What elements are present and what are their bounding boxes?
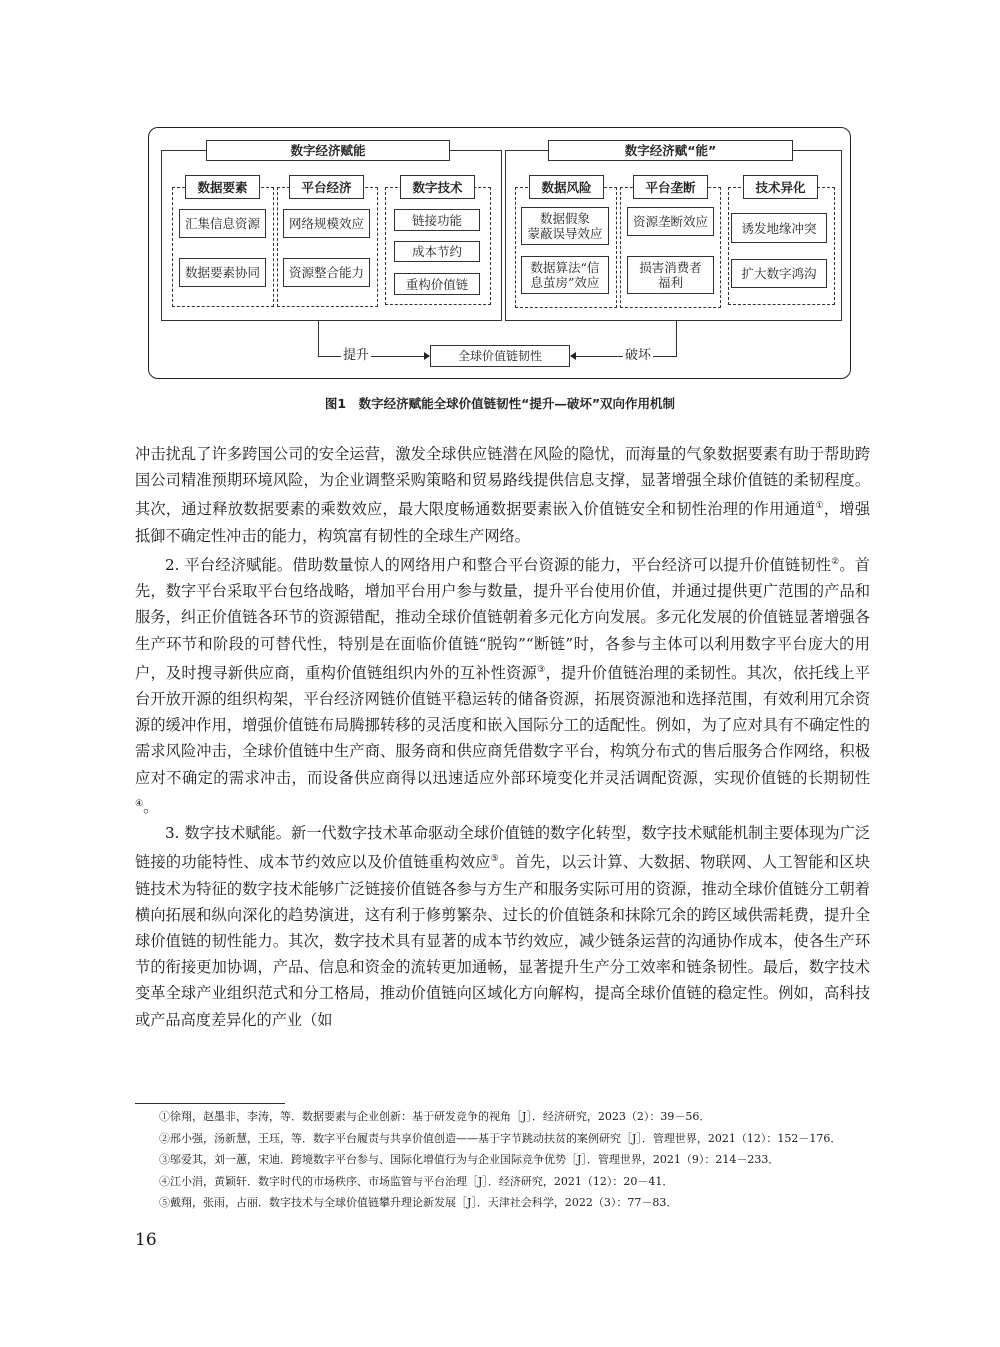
footnote-divider [135,1103,285,1104]
footnote: ⑤戴翔，张雨，占丽．数字技术与全球价值链攀升理论新发展［J］．天津社会科学，2022（3）：77－83． [159,1196,678,1209]
paragraph [135,441,870,549]
item-box: 链接功能 [394,209,480,231]
gvc-resilience-box: 全球价值链韧性 [430,345,570,367]
text: 。 [143,797,159,816]
paragraph [135,549,870,820]
footnote-ref[interactable]: ① [815,501,824,512]
item-box: 资源垄断效应 [627,207,714,236]
destroy-label: 破坏 [625,348,652,363]
item-box: 损害消费者 福利 [627,256,714,294]
group-header: 平台垄断 [633,175,708,199]
footnote-ref[interactable]: ③ [537,664,546,675]
footnotes [135,1106,870,1214]
text: 。首先，数字平台采取平台包络战略，增加平台用户参与数量，提升平台使用价值，并通过提供更广范围的产品和服务，纠正价值链各环节的资源错配，推动全球价值链朝着多元化方向发展。多元化发展的价值链显著增强各生产环节和阶段的可替代性，特别是在面临价值链“脱钩”“断链”时，各参与主体可以利用数字平台庞大的用户，及时搜寻新供应商，重构价值链组织内外的互补性资源 [135,555,870,682]
connector-left-vertical [318,321,319,357]
item-box: 扩大数字鸿沟 [731,259,827,288]
text: ，提升价值链治理的柔韧性。其次，依托线上平台开放开源的组织构架，平台经济网链价值链平稳运转的储备资源，拓展资源池和选择范围，有效利用冗余资源的缓冲作用，增强价值链布局腾挪转移的灵活度和嵌入国际分工的适配性。例如，为了应对具有不确定性的需求风险冲击，全球价值链中生产商、服务商和供应商凭借数字平台，构筑分布式的售后服务合作网络，积极应对不确定的需求冲击，而设备供应商得以迅速适应外部环境变化并灵活调配资源，实现价值链的长期韧性 [135,663,871,787]
text: ，增强抵御不确定性冲击的能力，构筑富有韧性的全球生产网络。 [135,500,871,545]
footnote: ③邬爱其，刘一蕙，宋迪．跨境数字平台参与、国际化增值行为与企业国际竞争优势［J］．管理世界，2021（9）：214－233． [159,1153,780,1166]
text: 。首先，以云计算、大数据、物联网、人工智能和区块链技术为特征的数字技术能够广泛链接价值链各参与方生产和服务实际可用的资源，推动全球价值链分工朝着横向拓展和纵向深化的趋势演进，这有利于修剪繁杂、过长的价值链条和抹除冗余的跨区域供需耗费，提升全球价值链的韧性能力。其次，数字技术具有显著的成本节约效应，减少链条运营的沟通协作成本，使各生产环节的衔接更加协调，产品、信息和资金的流转更加通畅，显著提升生产分工效率和链条韧性。最后，数字技术变革全球产业组织范式和分工格局，推动价值链向区域化方向解构，提高全球价值链的稳定性。例如，高科技或产品高度差异化的产业（如 [135,853,871,1029]
connector-right-vertical [676,321,677,357]
item-box: 重构价值链 [394,273,480,295]
footnote-ref[interactable]: ④ [135,798,144,809]
item-box: 数据假象 蒙蔽误导效应 [521,207,609,245]
text: 冲击扰乱了许多跨国公司的安全运营，激发全球供应链潜在风险的隐忧，而海量的气象数据要素有助于帮助跨国公司精准预期环境风险，为企业调整采购策略和贸易路线提供信息支撑，显著增强全球价值链的柔韧程度。其次，通过释放数据要素的乘数效应，最大限度畅通数据要素嵌入价值链安全和韧性治理的作用通道 [135,445,870,519]
footnote: ①徐翔，赵墨非，李涛，等．数据要素与企业创新：基于研发竞争的视角［J］．经济研究，2023（2）：39－56． [159,1110,711,1123]
item-box: 汇集信息资源 [179,209,266,238]
footnote-ref[interactable]: ⑤ [490,854,500,865]
item-box: 网络规模效应 [283,209,370,238]
item-box: 诱发地缘冲突 [731,213,827,243]
footnote: ②邢小强，汤新慧，王珏，等．数字平台履责与共享价值创造——基于字节跳动扶贫的案例研究［J］．管理世界，2021（12）：152－176． [159,1131,842,1145]
group-header: 数据风险 [529,175,604,199]
paragraph [135,820,870,1033]
group-data-elements [172,187,274,307]
group-header: 数据要素 [185,175,260,199]
body-text [135,441,870,1033]
footnote: ④江小涓，黄颖轩．数字时代的市场秩序、市场监管与平台治理［J］．经济研究，2021（12）：20－41． [159,1174,674,1188]
text: 3. 数字技术赋能。新一代数字技术革命驱动全球价值链的数字化转型，数字技术赋能机制主要体现为广泛链接的功能特性、成本节约效应以及价值链重构效应 [135,824,870,872]
enhance-label: 提升 [343,348,370,363]
group-header: 平台经济 [289,175,364,199]
item-box: 数据算法“信 息茧房”效应 [521,256,609,294]
item-box: 数据要素协同 [179,258,266,287]
group-platform-economy [277,187,378,307]
page-number: 16 [135,1230,157,1250]
right-panel-title: 数字经济赋“能” [548,140,793,161]
item-box: 资源整合能力 [283,258,370,287]
arrow-left-icon [570,352,576,360]
text: 2. 平台经济赋能。借助数量惊人的网络用户和整合平台资源的能力，平台经济可以提升价值链韧性 [165,555,832,574]
group-header: 数字技术 [400,175,475,199]
item-box: 成本节约 [394,241,480,262]
left-panel-title: 数字经济赋能 [206,140,450,161]
group-header: 技术异化 [743,175,818,199]
footnote-ref[interactable]: ② [831,556,840,567]
figure-caption: 图1 数字经济赋能全球价值链韧性“提升—破坏”双向作用机制 [324,396,676,411]
